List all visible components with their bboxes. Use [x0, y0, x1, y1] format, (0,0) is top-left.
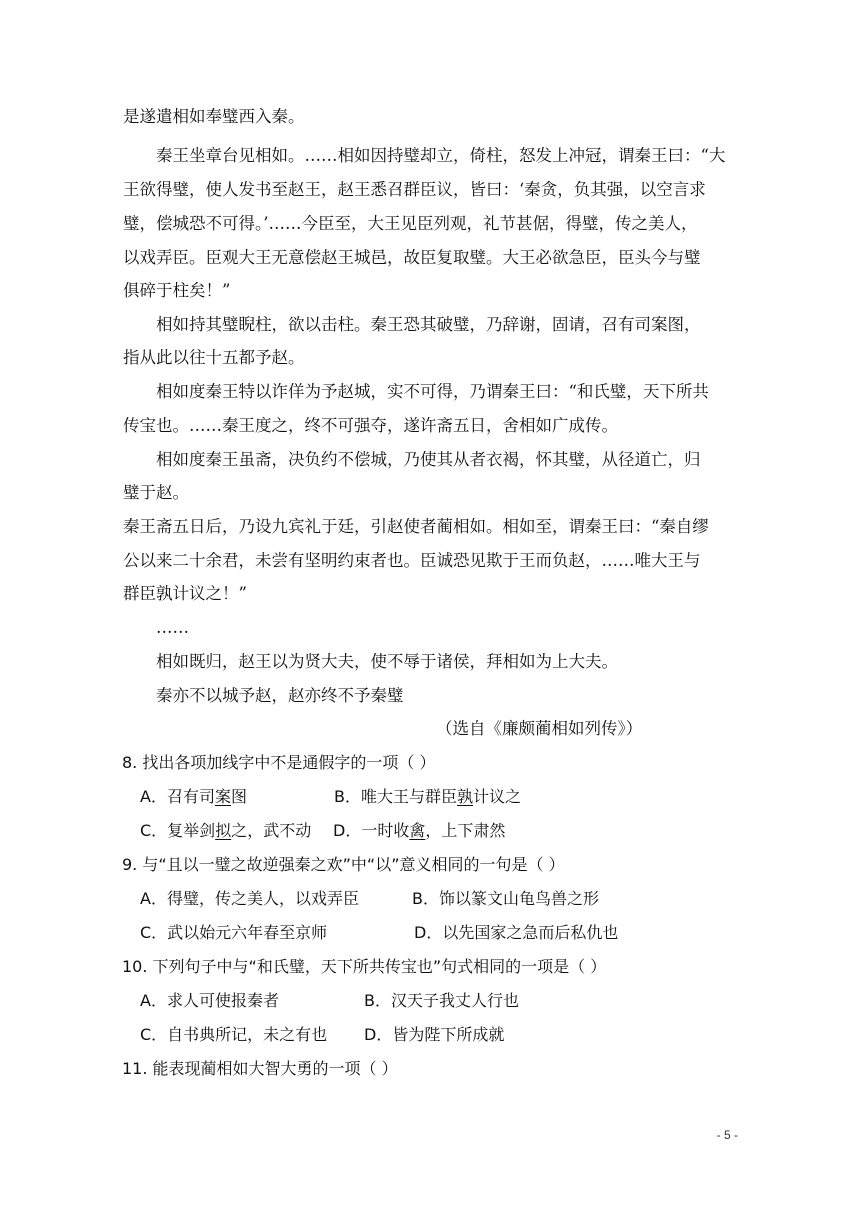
question-9-option-c: C．武以始元六年春至京师 — [140, 923, 328, 942]
question-10-stem: 10. 下列句子中与“和氏璧，天下所共传宝也”句式相同的一项是（ ） — [122, 957, 607, 976]
passage-line: 相如持其璧睨柱，欲以击柱。秦王恐其破璧，乃辞谢，固请，召有司案图， — [156, 315, 701, 334]
question-9-option-b: B．饰以篆文山龟鸟兽之形 — [412, 889, 599, 908]
question-9-option-d: D．以先国家之急而后私仇也 — [414, 923, 619, 942]
passage-line: 王欲得璧，使人发书至赵王，赵王悉召群臣议，皆曰：‘秦贪，负其强，以空言求 — [123, 180, 706, 199]
question-8-option-a: A．召有司案图 — [140, 787, 247, 806]
question-10-option-a: A．求人可使报秦者 — [140, 991, 279, 1010]
question-8-option-c: C．复举剑拟之，武不动 — [140, 821, 312, 840]
passage-line: 群臣孰计议之！” — [123, 584, 247, 603]
underlined-char: 禽 — [409, 821, 426, 840]
question-8-option-b: B．唯大王与群臣孰计议之 — [334, 787, 522, 806]
passage-line: 传宝也。……秦王度之，终不可强夺，遂许斋五日，舍相如广成传。 — [123, 416, 618, 435]
passage-line: 璧，偿城恐不可得。’……今臣至，大王见臣列观，礼节甚倨，得璧，传之美人， — [123, 214, 698, 233]
underlined-char: 案 — [214, 787, 231, 806]
question-10-option-c: C．自书典所记，未之有也 — [140, 1025, 328, 1044]
passage-line: 秦王斋五日后，乃设九宾礼于廷，引赵使者蔺相如。相如至，谓秦王曰：“秦自缪 — [123, 517, 709, 536]
question-8-option-d: D．一时收禽，上下肃然 — [333, 821, 506, 840]
passage-line: 相如既归，赵王以为贤大夫，使不辱于诸侯，拜相如为上大夫。 — [156, 652, 618, 671]
page-number: - 5 - — [716, 1128, 738, 1142]
passage-line: 璧于赵。 — [123, 483, 189, 502]
underlined-char: 孰 — [456, 787, 473, 806]
passage-line: 秦王坐章台见相如。……相如因持璧却立，倚柱，怒发上冲冠，谓秦王曰：“大 — [156, 146, 726, 165]
question-9-option-a: A．得璧，传之美人，以戏弄臣 — [140, 889, 359, 908]
question-11-stem: 11. 能表现蔺相如大智大勇的一项（ ） — [122, 1059, 398, 1078]
passage-line: 指从此以往十五都予赵。 — [123, 348, 305, 367]
passage-line: 公以来二十余君，未尝有坚明约束者也。臣诚恐见欺于王而负赵，……唯大王与 — [123, 551, 701, 570]
question-9-stem: 9. 与“且以一璧之故逆强秦之欢”中“以”意义相同的一句是（ ） — [122, 855, 565, 874]
passage-source: （选自《廉颇蔺相如列传》） — [436, 719, 643, 738]
passage-line: 秦亦不以城予赵，赵亦终不予秦璧 — [156, 686, 404, 705]
question-10-option-b: B．汉天子我丈人行也 — [364, 991, 519, 1010]
question-10-option-d: D．皆为陛下所成就 — [364, 1025, 505, 1044]
passage-line: 相如度秦王虽斋，决负约不偿城，乃使其从者衣褐，怀其璧，从径道亡，归 — [156, 450, 701, 469]
passage-line: 相如度秦王特以诈佯为予赵城，实不可得，乃谓秦王曰：“和氏璧，天下所共 — [156, 382, 709, 401]
underlined-char: 拟 — [215, 821, 232, 840]
question-8-stem: 8. 找出各项加线字中不是通假字的一项（ ） — [122, 753, 436, 772]
passage-line: 是遂遣相如奉璧西入秦。 — [123, 107, 305, 126]
passage-ellipsis: …… — [156, 618, 189, 637]
passage-line: 俱碎于柱矣！” — [123, 281, 231, 300]
passage-line: 以戏弄臣。臣观大王无意偿赵王城邑，故臣复取璧。大王必欲急臣，臣头今与璧 — [123, 248, 701, 267]
